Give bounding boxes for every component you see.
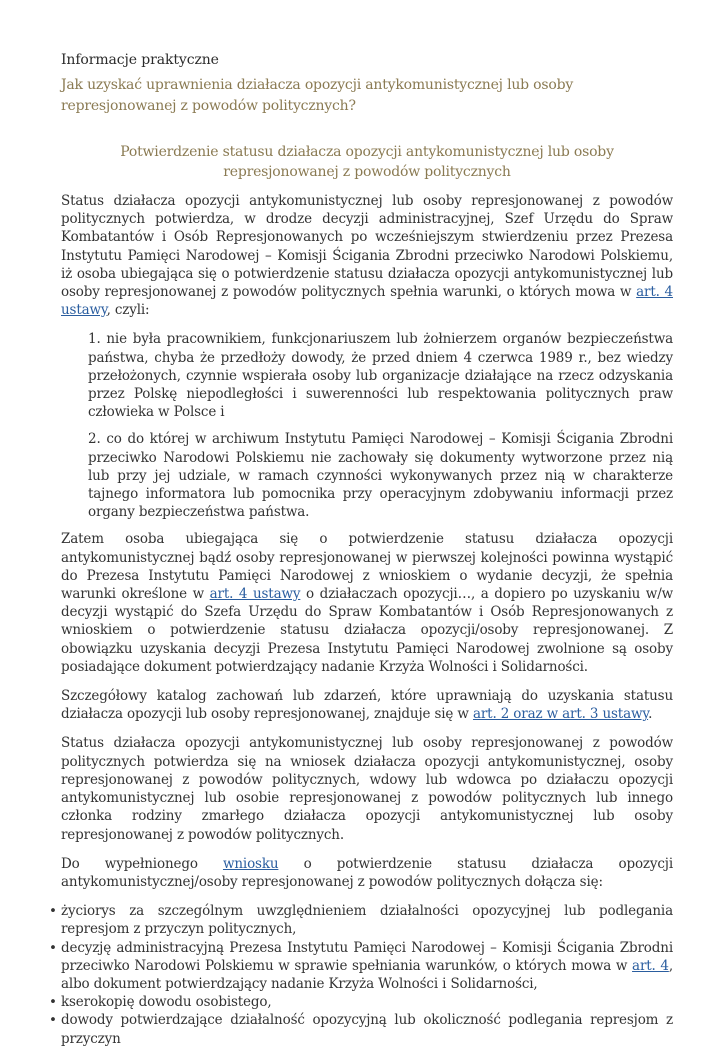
attachments-intro-paragraph: Do wypełnionego wniosku o potwierdzenie statusu działacza opozycji antykomunistycznej/osoby represjonowanej z powodów politycznych dołącza się: [61, 855, 673, 890]
document-page [49, 50, 674, 1048]
application-paragraph: Status działacza opozycji antykomunistycznej lub osoby represjonowanej z powodów politycznych potwierdza się na wniosek działacza opozycji antykomunistycznej, osoby represjonowanej z powodów politycznych, wdowy lub wdowca po działaczu opozycji antykomunistycznej lub osobie represjonowanej z powodów politycznych lub innego członka rodziny zmarłego działacza opozycji antykomunistycznej lub osoby represjonowanej z powodów politycznych. [61, 735, 673, 843]
art-2-3-ustawy-link[interactable]: art. 2 oraz w art. 3 ustawy [472, 706, 649, 723]
attachments-list [49, 902, 673, 1048]
section-label: Informacje praktyczne [61, 52, 219, 68]
art-4-ustawy-link-2[interactable]: art. 4 ustawy [209, 586, 301, 603]
art-4-ustawy-link[interactable]: art. 4 ustawy [61, 284, 673, 319]
procedure-paragraph: Zatem osoba ubiegająca się o potwierdzenie statusu działacza opozycji antykomunistycznej bądź osoby represjonowanej w pierwszej kolejności powinna wystąpić do Prezesa Instytutu Pamięci Narodowej z wnioskiem o wydanie decyzji, że spełnia warunki określone w art. 4 ustawy o działaczach opozycji…, a dopiero po uzyskaniu w/w decyzji wystąpić do Szefa Urzędu do Spraw Kombatantów i Osób Represjonowanych z wnioskiem o potwierdzenie statusu działacza opozycji/osoby represjonowanej. Z obowiązku uzyskania decyzji Prezesa Instytutu Pamięci Narodowej zwolnione są osoby posiadające dokument potwierdzający nadanie Krzyża Wolności i Solidarności. [61, 531, 674, 675]
list-item: • życiorys za szczególnym uwzględnieniem działalności opozycyjnej lub podlegania represjom z przyczyn politycznych, [49, 903, 673, 938]
list-item: • kserokopię dowodu osobistego, [49, 994, 272, 1011]
bullet-icon: • [49, 1012, 57, 1029]
list-item: • dowody potwierdzające działalność opozycyjną lub okoliczność podlegania represjom z przyczyn [49, 1012, 673, 1047]
list-item: • decyzję administracyjną Prezesa Instytutu Pamięci Narodowej – Komisji Ścigania Zbrodni przeciwko Narodowi Polskiemu w sprawie spełniania warunków, o których mowa w art. 4, albo dokument potwierdzający nadanie Krzyża Wolności i Solidarności, [49, 939, 674, 992]
wniosek-link[interactable]: wniosku [222, 855, 279, 872]
section-subheading: Potwierdzenie statusu działacza opozycji antykomunistycznej lub osoby represjonowanej z powodów politycznych [120, 144, 614, 180]
catalog-paragraph: Szczegółowy katalog zachowań lub zdarzeń, które uprawniają do uzyskania statusu działacza opozycji lub osoby represjonowanej, znajduje się w art. 2 oraz w art. 3 ustawy. [61, 688, 673, 723]
condition-item-1: 1. nie była pracownikiem, funkcjonariuszem lub żołnierzem organów bezpieczeństwa państwa, chyba że przedłoży dowody, że przed dniem 4 czerwca 1989 r., bez wiedzy przełożonych, czynnie wspierała osoby lub organizacje działające na rzecz odzyskania przez Polskę niepodległości i suwerenności lub respektowania politycznych praw człowieka w Polsce i [88, 331, 673, 421]
bullet-icon: • [49, 939, 57, 956]
condition-item-2: 2. co do której w archiwum Instytutu Pamięci Narodowej – Komisji Ścigania Zbrodni przeciwko Narodowi Polskiemu nie zachowały się dokumenty wytworzone przez nią lub przy jej udziale, w ramach czynności wykonywanych przez nią w charakterze tajnego informatora lub pomocnika przy operacyjnym zdobywaniu informacji przez organy bezpieczeństwa państwa. [88, 431, 673, 521]
intro-paragraph: Status działacza opozycji antykomunistycznej lub osoby represjonowanej z powodów politycznych potwierdza, w drodze decyzji administracyjnej, Szef Urzędu do Spraw Kombatantów i Osób Represjonowanych po wcześniejszym stwierdzeniu przez Prezesa Instytutu Pamięci Narodowej – Komisji Ścigania Zbrodni przeciwko Narodowi Polskiemu, iż osoba ubiegająca się o potwierdzenie statusu działacza opozycji antykomunistycznej lub osoby represjonowanej z powodów politycznych spełnia warunki, o których mowa w art. 4 ustawy, czyli: [61, 193, 673, 319]
page-title: Jak uzyskać uprawnienia działacza opozycji antykomunistycznej lub osoby represjonowanej z powodów politycznych? [61, 77, 574, 114]
bullet-icon: • [49, 994, 57, 1011]
bullet-icon: • [49, 903, 57, 920]
art-4-link[interactable]: art. 4 [632, 957, 669, 974]
